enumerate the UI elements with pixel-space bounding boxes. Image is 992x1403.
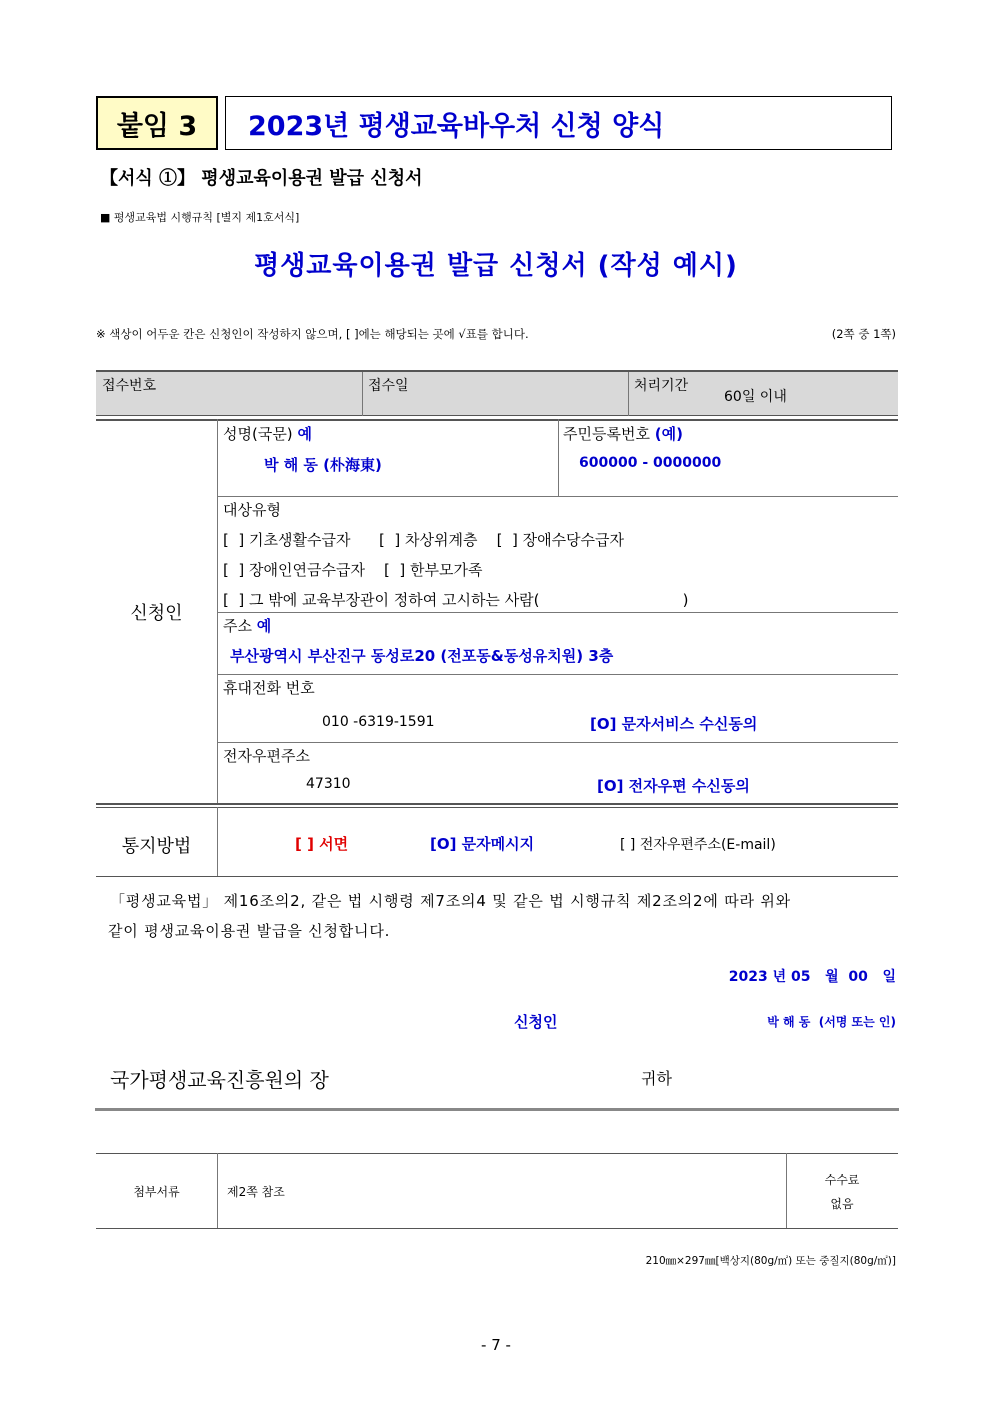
attachment-value: 제2쪽 참조 xyxy=(227,1185,285,1199)
notify-row xyxy=(96,807,898,877)
rrn-label: 주민등록번호 xyxy=(563,425,650,443)
notify-option-sms[interactable]: [O] 문자메시지 xyxy=(430,835,535,853)
type-options-line2[interactable]: [ ] 장애인연금수급자 [ ] 한부모가족 xyxy=(223,561,483,579)
type-label: 대상유형 xyxy=(223,501,281,519)
divider xyxy=(95,1108,899,1111)
form-title: 평생교육이용권 발급 신청서 (작성 예시) xyxy=(254,251,738,281)
name-label: 성명(국문) xyxy=(223,425,293,443)
signer-value: 박 해 동 (서명 또는 인) xyxy=(767,1015,896,1029)
statement-line2: 같이 평생교육이용권 발급을 신청합니다. xyxy=(108,922,391,940)
application-date: 2023 년 05 월 00 일 xyxy=(728,969,896,985)
receipt-number-label: 접수번호 xyxy=(102,378,157,394)
address-field xyxy=(223,615,271,636)
recipient-suffix: 귀하 xyxy=(641,1069,672,1088)
receipt-row xyxy=(96,370,898,416)
attachment-label: 첨부서류 xyxy=(133,1185,180,1199)
paper-spec: 210㎜×297㎜[백상지(80g/㎡) 또는 중질지(80g/㎡)] xyxy=(645,1255,896,1267)
recipient-name: 국가평생교육진흥원의 장 xyxy=(110,1068,329,1092)
page-count: (2쪽 중 1쪽) xyxy=(831,327,896,341)
rrn-example-mark: (예) xyxy=(654,425,683,443)
form-note: ※ 색상이 어두운 칸은 신청인이 작성하지 않으며, [ ]에는 해당되는 곳에 √표를 합니다. xyxy=(96,327,529,341)
appendix-tag: 붙임 3 xyxy=(96,96,218,150)
address-label: 주소 xyxy=(223,617,252,635)
fee-label: 수수료 xyxy=(824,1173,860,1187)
address-value: 부산광역시 부산진구 동성로20 (전포동&동성유치원) 3층 xyxy=(230,647,614,665)
fee-value: 없음 xyxy=(830,1197,854,1211)
notify-option-email[interactable]: [ ] 전자우편주소(E-mail) xyxy=(620,837,776,853)
notify-label: 통지방법 xyxy=(121,836,192,857)
name-field xyxy=(223,423,312,444)
rrn-value: 600000 - 0000000 xyxy=(579,455,722,471)
type-options-line1[interactable]: [ ] 기초생활수급자 [ ] 차상위계층 [ ] 장애수당수급자 xyxy=(223,531,625,549)
address-example-mark: 예 xyxy=(256,617,272,635)
email-label: 전자우편주소 xyxy=(223,747,310,765)
page-number: - 7 - xyxy=(481,1336,511,1354)
phone-value: 010 -6319-1591 xyxy=(322,714,435,730)
applicant-table xyxy=(96,419,898,805)
name-example-mark: 예 xyxy=(297,425,312,443)
receipt-date-label: 접수일 xyxy=(368,378,409,394)
processing-period-label: 처리기간 xyxy=(634,378,689,394)
signer-label: 신청인 xyxy=(514,1013,558,1031)
email-consent[interactable]: [O] 전자우편 수신동의 xyxy=(597,777,750,795)
phone-label: 휴대전화 번호 xyxy=(223,679,315,697)
attachment-table xyxy=(96,1153,898,1229)
page-title: 2023년 평생교육바우처 신청 양식 xyxy=(225,96,892,150)
rrn-field xyxy=(563,423,683,444)
sms-consent[interactable]: [O] 문자서비스 수신동의 xyxy=(590,715,758,733)
name-value: 박 해 동 (朴海東) xyxy=(264,456,382,474)
type-options-line3[interactable]: [ ] 그 밖에 교육부장관이 정하여 고시하는 사람( ) xyxy=(223,591,689,609)
statement-line1: 「평생교육법」 제16조의2, 같은 법 시행령 제7조의4 및 같은 법 시행규칙 제2조의2에 따라 위와 xyxy=(110,892,791,910)
processing-period-value: 60일 이내 xyxy=(724,389,787,405)
notify-option-mail[interactable]: [ ] 서면 xyxy=(295,835,349,853)
form-label: 【서식 ①】 평생교육이용권 발급 신청서 xyxy=(100,168,423,189)
applicant-section-label: 신청인 xyxy=(130,603,183,624)
email-value: 47310 xyxy=(306,776,351,792)
law-reference: ■ 평생교육법 시행규칙 [별지 제1호서식] xyxy=(100,211,300,224)
